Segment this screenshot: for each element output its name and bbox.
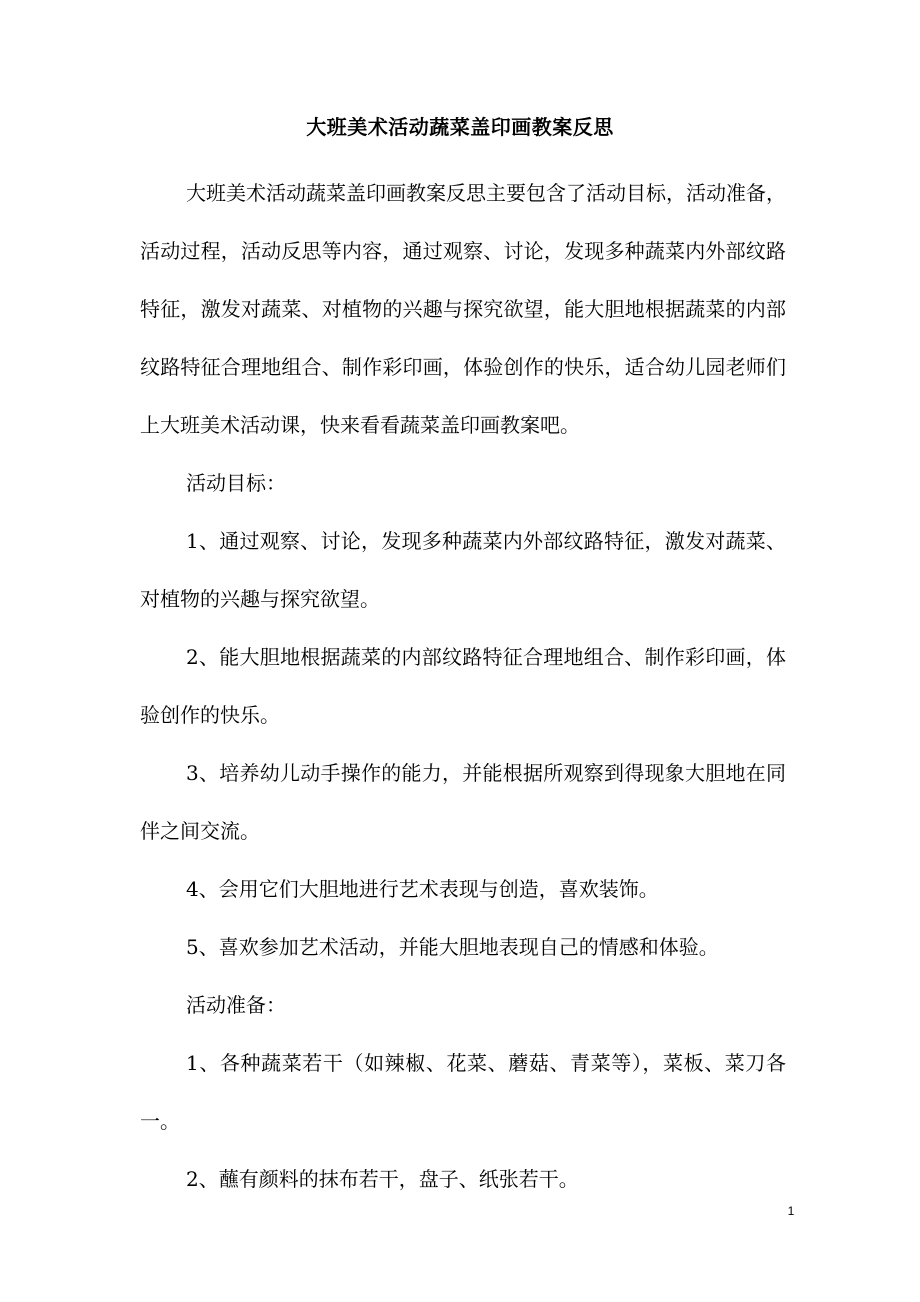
goal-item-1: 1、通过观察、讨论，发现多种蔬菜内外部纹路特征，激发对蔬菜、对植物的兴趣与探究欲望。	[140, 529, 786, 611]
page-number: 1	[787, 1204, 795, 1218]
document-body	[140, 164, 786, 1208]
preparation-item-2: 2、蘸有颜料的抹布若干，盘子、纸张若干。	[186, 1167, 579, 1191]
goal-item-3: 3、培养幼儿动手操作的能力，并能根据所观察到得现象大胆地在同伴之间交流。	[140, 761, 786, 843]
goal-item-2: 2、能大胆地根据蔬菜的内部纹路特征合理地组合、制作彩印画，体验创作的快乐。	[140, 645, 786, 727]
preparation-item-1: 1、各种蔬菜若干（如辣椒、花菜、蘑菇、青菜等），菜板、菜刀各一。	[140, 1051, 786, 1133]
section-heading-goals: 活动目标：	[186, 471, 286, 495]
goal-item-5: 5、喜欢参加艺术活动，并能大胆地表现自己的情感和体验。	[186, 935, 719, 959]
document-title: 大班美术活动蔬菜盖印画教案反思	[306, 115, 614, 139]
intro-paragraph: 大班美术活动蔬菜盖印画教案反思主要包含了活动目标，活动准备，活动过程，活动反思等内容，通过观察、讨论，发现多种蔬菜内外部纹路特征，激发对蔬菜、对植物的兴趣与探究欲望，能大胆地根据蔬菜的内部纹路特征合理地组合、制作彩印画，体验创作的快乐，适合幼儿园老师们上大班美术活动课，快来看看蔬菜盖印画教案吧。	[140, 181, 786, 437]
goal-item-4: 4、会用它们大胆地进行艺术表现与创造，喜欢装饰。	[186, 877, 659, 901]
section-heading-preparation: 活动准备：	[186, 993, 286, 1017]
